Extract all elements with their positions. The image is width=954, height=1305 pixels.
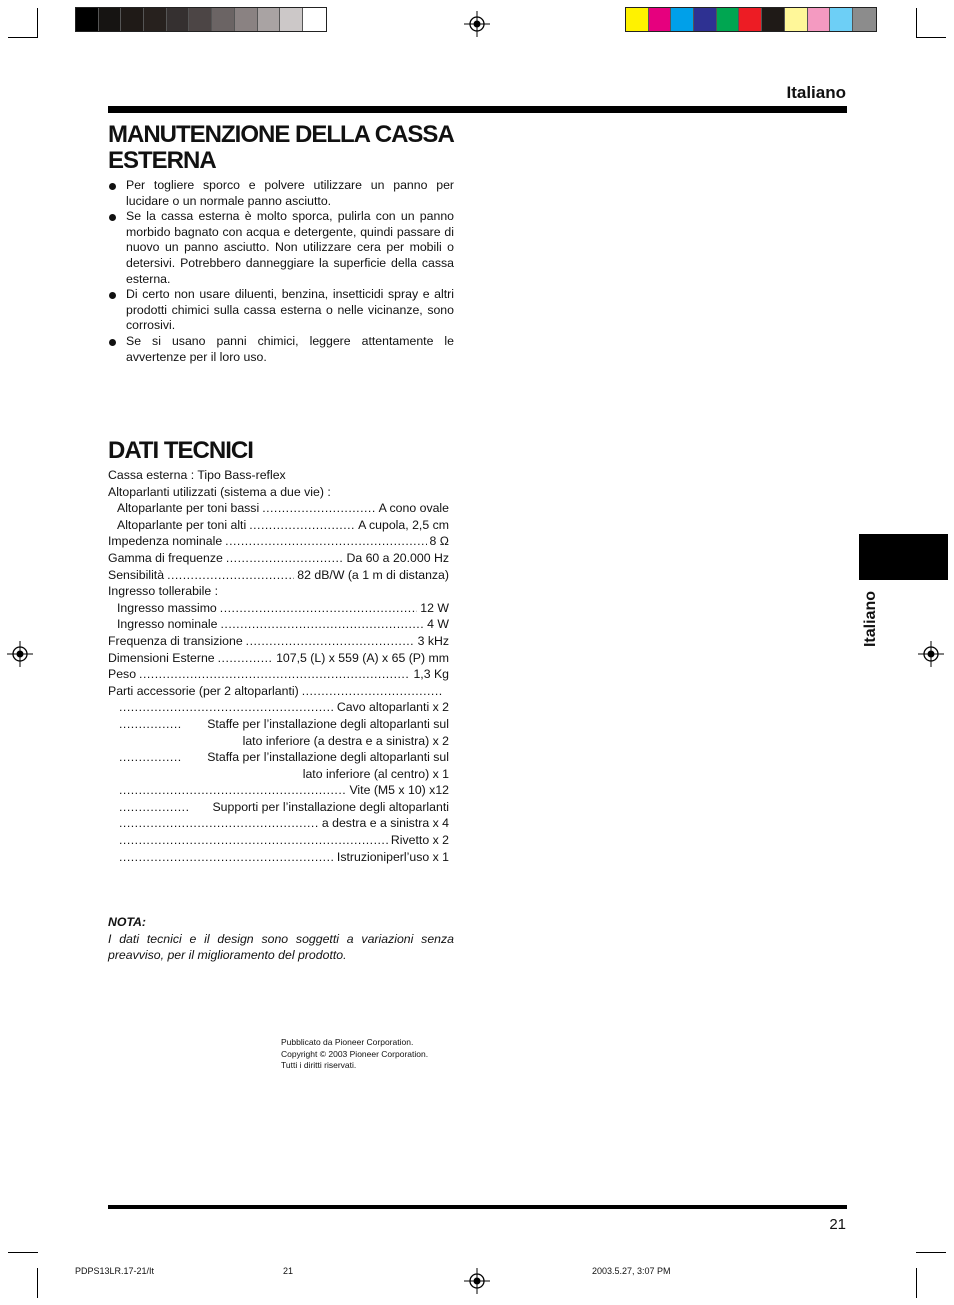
accessory-row — [108, 699, 449, 716]
color-swatch — [671, 8, 694, 31]
header-language: Italiano — [786, 83, 846, 102]
top-rule — [108, 106, 847, 113]
maintenance-title-line1: MANUTENZIONE DELLA CASSA — [108, 121, 454, 148]
accessory-value: Staffe per l’installazione degli altoparlanti sul — [207, 716, 449, 731]
bottom-rule — [108, 1205, 847, 1209]
specs-title: DATI TECNICI — [108, 437, 253, 464]
registration-mark-icon — [918, 641, 944, 667]
spec-value: A cono ovale — [378, 501, 449, 516]
color-swatch — [144, 8, 167, 31]
color-swatch — [189, 8, 212, 31]
spec-row-tweeter — [108, 517, 449, 534]
side-tab-label: Italiano — [862, 591, 879, 648]
spec-value: 4 W — [427, 617, 449, 632]
color-swatch — [121, 8, 144, 31]
accessory-continuation: lato inferiore (al centro) x 1 — [302, 766, 449, 781]
spec-row-nominal-input — [108, 616, 449, 633]
color-swatch — [717, 8, 740, 31]
spec-row-woofer — [108, 500, 449, 517]
spec-value: 3 kHz — [417, 633, 449, 648]
accessory-row — [108, 799, 449, 816]
color-swatch — [762, 8, 785, 31]
color-swatch — [649, 8, 672, 31]
accessory-value: Rivetto x 2 — [390, 833, 449, 848]
accessory-value: Istruzioniperl’uso x 1 — [336, 849, 449, 864]
spec-value: 107,5 (L) x 559 (A) x 65 (P) mm — [276, 650, 449, 665]
registration-mark-icon — [464, 11, 490, 37]
publisher-line: Tutti i diritti riservati. — [281, 1060, 357, 1070]
spec-row-sensitivity — [108, 567, 449, 584]
spec-row-max-input — [108, 600, 449, 617]
publisher-line: Copyright © 2003 Pioneer Corporation. — [281, 1048, 429, 1059]
list-item: Di certo non usare diluenti, benzina, insetticidi spray e altri prodotti chimici sulla cassa esterna o nelle vicinanze, sono corrosivi. — [108, 287, 454, 334]
color-swatch — [303, 8, 326, 31]
spec-value: 82 dB/W (a 1 m di distanza) — [297, 567, 449, 582]
spec-row-accessories — [108, 683, 449, 700]
color-swatch — [853, 8, 876, 31]
spec-row-weight — [108, 666, 449, 683]
specs-list — [108, 467, 449, 865]
color-swatch — [212, 8, 235, 31]
color-swatch — [235, 8, 258, 31]
color-swatch — [76, 8, 99, 31]
footer-date: 2003.5.27, 3:07 PM — [592, 1266, 671, 1276]
spec-value: 12 W — [420, 600, 449, 615]
spec-label: Ingresso massimo — [117, 600, 217, 615]
spec-row-frequency — [108, 550, 449, 567]
accessory-value: Cavo altoparlanti x 2 — [336, 700, 449, 715]
spec-speakers-heading: Altoparlanti utilizzati (sistema a due vie) : — [108, 484, 331, 499]
footer-page: 21 — [283, 1266, 294, 1276]
accessory-value: a destra e a sinistra x 4 — [321, 816, 449, 831]
spec-row-dimensions — [108, 650, 449, 667]
spec-label: Sensibilità — [108, 567, 165, 582]
color-swatch — [258, 8, 281, 31]
note-text: I dati tecnici e il design sono soggetti a variazioni senza preavviso, per il miglioramento del prodotto. — [108, 931, 454, 963]
note — [108, 914, 454, 964]
color-swatch — [694, 8, 717, 31]
list-item: Per togliere sporco e polvere utilizzare un panno per lucidare o un normale panno asciutto. — [108, 178, 454, 209]
color-swatch — [280, 8, 303, 31]
gray-color-bar — [75, 7, 327, 32]
color-swatch — [739, 8, 762, 31]
accessory-value: Supporti per l’installazione degli altoparlanti — [212, 799, 449, 814]
registration-mark-icon — [7, 641, 33, 667]
spec-value: Da 60 a 20.000 Hz — [346, 550, 449, 565]
spec-label: Impedenza nominale — [108, 534, 223, 549]
spec-value: 1,3 Kg — [413, 667, 449, 682]
spec-value: A cupola, 2,5 cm — [358, 517, 449, 532]
accessory-continuation: lato inferiore (a destra e a sinistra) x 2 — [242, 733, 449, 748]
maintenance-title-line2: ESTERNA — [108, 147, 216, 174]
spec-label: Altoparlante per toni alti — [117, 517, 247, 532]
maintenance-list — [108, 178, 454, 365]
spec-row-impedance — [108, 533, 449, 550]
accessory-value: Staffa per l’installazione degli altoparlanti sul — [207, 750, 449, 765]
process-color-bar — [625, 7, 877, 32]
accessory-value: Vite (M5 x 10) x12 — [349, 783, 449, 798]
accessory-row — [108, 832, 449, 849]
color-swatch — [167, 8, 190, 31]
note-label: NOTA: — [108, 915, 147, 929]
registration-mark-icon — [464, 1268, 490, 1294]
maintenance-title — [108, 122, 454, 174]
spec-label: Altoparlante per toni bassi — [117, 501, 260, 516]
color-swatch — [99, 8, 122, 31]
spec-label: Ingresso nominale — [117, 617, 218, 632]
spec-row-crossover — [108, 633, 449, 650]
accessory-row — [108, 782, 449, 799]
publisher-line: Pubblicato da Pioneer Corporation. — [281, 1037, 414, 1047]
spec-label: Dimensioni Esterne — [108, 650, 215, 665]
spec-label: Parti accessorie (per 2 altoparlanti) — [108, 683, 299, 698]
color-swatch — [830, 8, 853, 31]
spec-value: 8 Ω — [429, 534, 449, 549]
color-swatch — [785, 8, 808, 31]
color-swatch — [626, 8, 649, 31]
spec-input-heading: Ingresso tollerabile : — [108, 584, 219, 599]
footer-file: PDPS13LR.17-21/It — [75, 1266, 155, 1276]
page-number: 21 — [829, 1216, 846, 1233]
publisher-info — [281, 1037, 428, 1072]
accessory-row — [108, 815, 449, 832]
list-item: Se si usano panni chimici, leggere attentamente le avvertenze per il loro uso. — [108, 334, 454, 365]
list-item: Se la cassa esterna è molto sporca, pulirla con un panno morbido bagnato con acqua e detergente, quindi passare di nuovo un panno asciutto. Non utilizzare cera per mobili o detersivi. Potrebbero danneggiare la superficie della cassa esterna. — [108, 209, 454, 287]
color-swatch — [808, 8, 831, 31]
side-tab-block — [859, 534, 948, 580]
spec-cabinet: Cassa esterna : Tipo Bass-reflex — [108, 468, 286, 482]
spec-label: Frequenza di transizione — [108, 633, 243, 648]
accessory-row — [108, 749, 449, 766]
spec-label: Peso — [108, 667, 137, 682]
accessory-row — [108, 716, 449, 733]
accessory-row — [108, 849, 449, 866]
spec-label: Gamma di frequenze — [108, 550, 223, 565]
